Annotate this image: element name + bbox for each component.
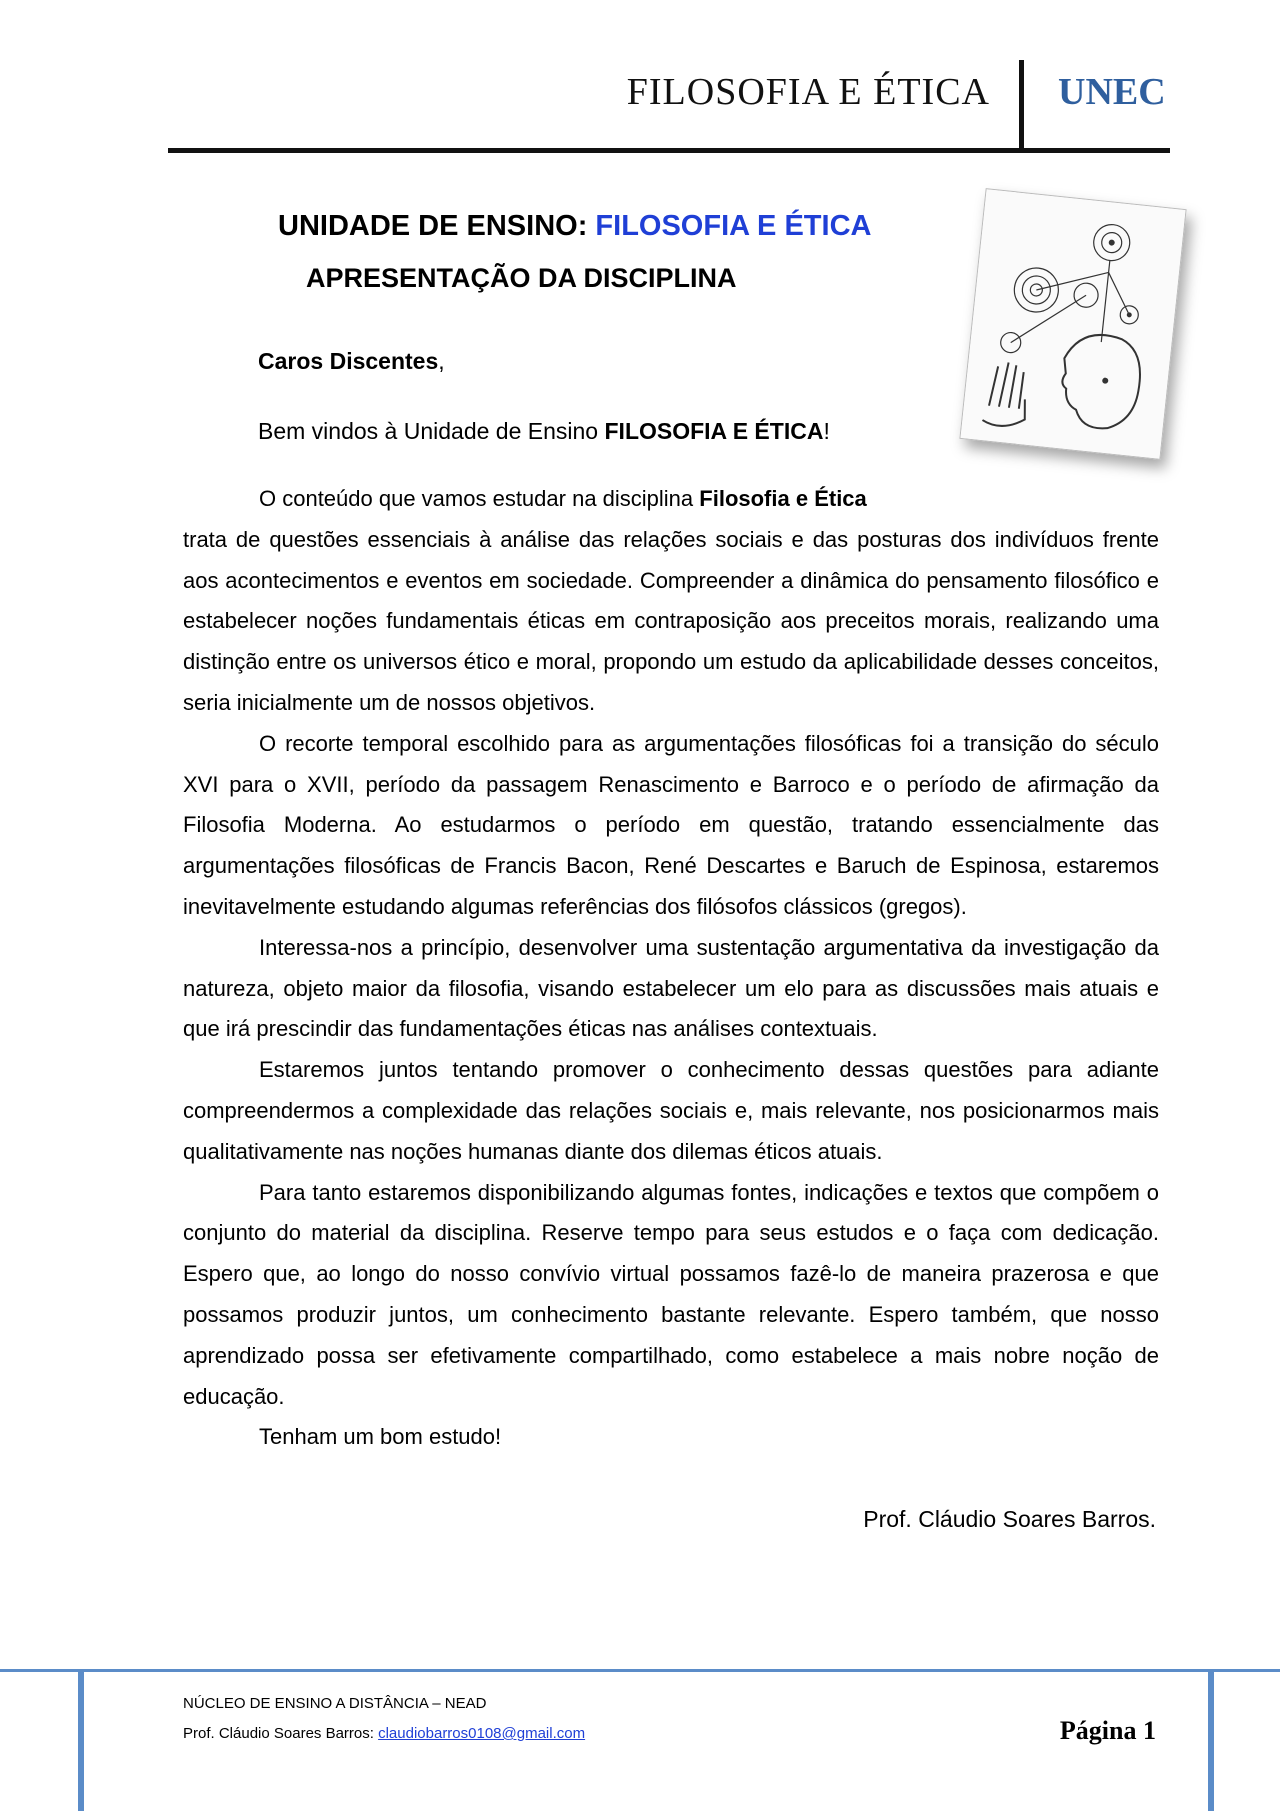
welcome-prefix: Bem vindos à Unidade de Ensino [258,418,605,444]
footer-left-bar [78,1672,84,1811]
unit-heading-name: FILOSOFIA E ÉTICA [595,210,872,242]
footer-institution: NÚCLEO DE ENSINO A DISTÂNCIA – NEAD [183,1695,487,1712]
greeting [258,348,445,375]
unit-heading [278,210,871,243]
subtitle-heading: APRESENTAÇÃO DA DISCIPLINA [306,263,737,293]
paragraph-3: Interessa-nos a princípio, desenvolver uma sustentação argumentativa da investigação da natureza, objeto maior da filosofia, visando estabelecer um elo para as discussões mais atuais e que irá prescindir das fundamentações éticas nas análises contextuais. [183,934,1159,1042]
paragraph-1-rest: trata de questões essenciais à análise das relações sociais e das posturas dos indivíduos frente aos acontecimentos e eventos em sociedade. Compreender a dinâmica do pensamento filosófico e estabelecer noções fundamentais éticas em contraposição aos preceitos morais, realizando uma distinção entre os universos ético e moral, propondo um estudo da aplicabilidade desses conceitos, seria inicialmente um de nossos objetivos. [183,526,1159,715]
unit-heading-prefix: UNIDADE DE ENSINO: [278,210,596,242]
illustration-engraving [959,188,1186,460]
page-number: Página 1 [1059,1716,1156,1745]
header-brand: UNEC [1058,71,1166,113]
signature: Prof. Cláudio Soares Barros. [863,1506,1156,1532]
paragraph-6: Tenham um bom estudo! [259,1424,502,1450]
header-divider [1019,60,1024,152]
footer-rule [0,1669,1280,1672]
p1-bold-text: Filosofia e Ética [699,486,867,511]
philosopher-head-illustration [960,189,1185,459]
body-text [183,479,1159,1458]
greeting-comma: , [438,348,445,374]
footer-email-link[interactable]: claudiobarros0108@gmail.com [378,1725,586,1742]
paragraph-4: Estaremos juntos tentando promover o conhecimento dessas questões para adiante compreendermos a complexidade das relações sociais e, mais relevante, nos posicionarmos mais qualitativamente nas noções humanas diante dos dilemas éticos atuais. [183,1057,1159,1164]
footer-author [183,1725,585,1742]
header-title: FILOSOFIA E ÉTICA [626,71,990,113]
footer-author-name: Prof. Cláudio Soares Barros: [183,1725,379,1742]
p1-lead-text: O conteúdo que vamos estudar na disciplina [259,486,700,511]
welcome-suffix: ! [823,418,830,444]
welcome-bold: FILOSOFIA E ÉTICA [604,418,824,444]
header-rule [168,148,1170,153]
welcome-line [258,418,830,445]
greeting-bold: Caros Discentes [258,348,439,374]
paragraph-5: Para tanto estaremos disponibilizando algumas fontes, indicações e textos que compõem o conjunto do material da disciplina. Reserve tempo para seus estudos e o faça com dedicação. Espero que, ao longo do nosso convívio virtual possamos fazê-lo de maneira prazerosa e que possamos produzir juntos, um conhecimento bastante relevante. Espero também, que nosso aprendizado possa ser efetivamente compartilhado, como estabelece a mais nobre noção de educação. [183,1179,1159,1409]
footer-right-bar [1208,1672,1214,1811]
paragraph-1-lead [183,479,903,520]
paragraph-2: O recorte temporal escolhido para as argumentações filosóficas foi a transição do século XVI para o XVII, período da passagem Renascimento e Barroco e o período de afirmação da Filosofia Moderna. Ao estudarmos o período em questão, tratando essencialmente das argumentações filosóficas de Francis Bacon, René Descartes e Baruch de Espinosa, estaremos inevitavelmente estudando algumas referências dos filósofos clássicos (gregos). [183,730,1159,919]
